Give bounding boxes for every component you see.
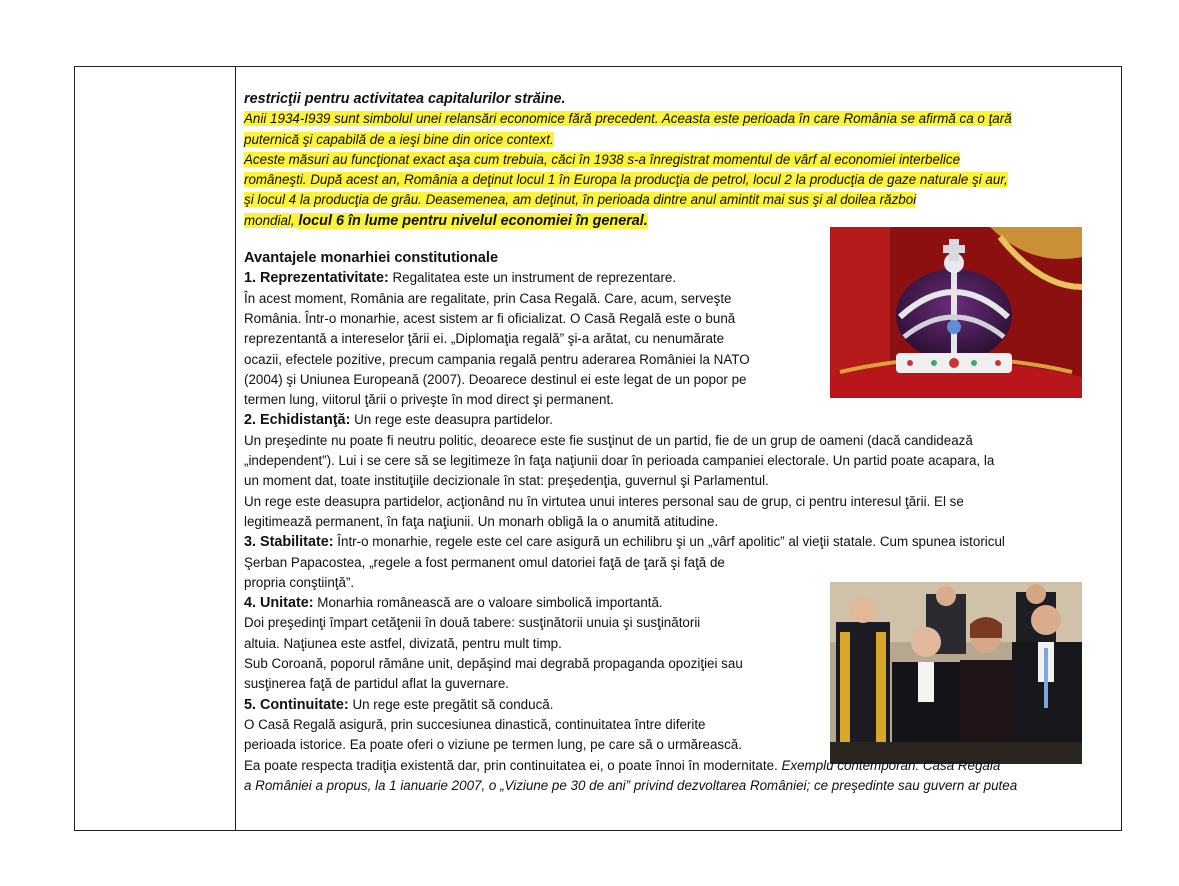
intro-highlight-1: Anii 1934-I939 sunt simbolul unei relansări economice fără precedent. Aceasta este perioada în care România se afirmă ca o ţară: [244, 111, 1012, 127]
item-continuity-heading: 5. Continuitate: Un rege este pregătit să conducă.: [244, 696, 554, 713]
item-unity-line: Doi preşedinţi împart cetăţenii în două tabere: susţinătorii unuia şi susţinătorii: [244, 615, 701, 631]
example-label: Exemplu contemporan: Casa Regală: [777, 757, 1001, 773]
item-stability-line: propria conştiinţă”.: [244, 574, 355, 590]
intro-highlight-4: româneşti. După acest an, România a deţinut locul 1 în Europa la producţia de petrol, locul 2 la producţia de gaze naturale şi aur,: [244, 172, 1008, 188]
item-representativity-line: ocazii, efectele pozitive, precum campania regală pentru aderarea României la NATO: [244, 351, 750, 367]
item-stability-line: Şerban Papacostea, „regele a fost permanent omul datoriei faţă de ţară şi faţă de: [244, 554, 725, 570]
item-representativity-line: reprezentantă a intereselor ţării ei. „Diplomaţia regală” şi-a arătat, cu nenumărate: [244, 331, 725, 347]
item-stability-heading: 3. Stabilitate: Într-o monarhie, regele este cel care asigură un echilibru şi un „vârf apolitic” al vieţii statale. Cum spunea istoricul: [244, 534, 1005, 551]
item-representativity-line: România. Într-o monarhie, acest sistem ar fi oficializat. O Casă Regală este o bună: [244, 310, 736, 326]
item-continuity-line: O Casă Regală asigură, prin succesiunea dinastică, continuitatea între diferite: [244, 716, 706, 732]
item-unity-heading: 4. Unitate: Monarhia românească are o valoare simbolică importantă.: [244, 595, 663, 612]
intro-highlight-2: puternică şi capabilă de a ieşi bine din orice context.: [244, 131, 554, 147]
item-representativity-line: termen lung, viitorul ţării o priveşte în mod direct şi permanent.: [244, 392, 614, 408]
item-continuity-last-line: Ea poate respecta tradiţia existentă dar, prin continuitatea ei, o poate înnoi în modernitate. Exemplu contemporan: Casa Regală: [244, 757, 1001, 773]
item-unity-line: susţinerea faţă de partidul aflat la guvernare.: [244, 676, 510, 692]
item-equidistance-line: Un rege este deasupra partidelor, acţionând nu în virtutea unui interes personal sau de grup, ci pentru interesul ţării. El se: [244, 493, 964, 509]
intro-highlight-6: mondial, locul 6 în lume pentru nivelul economiei în general.: [244, 212, 648, 229]
table-left-column: [75, 67, 236, 830]
item-continuity-final-line: a României a propus, la 1 ianuarie 2007, o „Viziune pe 30 de ani” privind dezvoltarea României; ce preşedinte sau guvern ar putea: [244, 777, 1018, 793]
item-unity-line: altuia. Naţiunea este astfel, divizată, pentru mult timp.: [244, 635, 562, 651]
item-equidistance-line: „independent”). Lui i se cere să se legitimeze în faţa naţiunii doar în perioada campaniei electorale. Un partid poate acapara, la: [244, 453, 995, 469]
document-content: [244, 89, 1119, 796]
intro-highlight-3: Aceste măsuri au funcţionat exact aşa cum trebuia, căci în 1938 s-a înregistrat momentul de vârf al economiei interbelice: [244, 151, 961, 167]
intro-highlight-5: şi locul 4 la producţia de grâu. Deasemenea, am deţinut, în perioada dintre anul amintit mai sus şi al doilea război: [244, 192, 917, 208]
item-equidistance-heading: 2. Echidistanţă: Un rege este deasupra partidelor.: [244, 412, 553, 429]
intro-highlight-bold: locul 6 în lume pentru nivelul economiei în general.: [298, 212, 648, 229]
item-unity-line: Sub Coroană, poporul rămâne unit, depăşind mai degrabă propaganda opoziţiei sau: [244, 656, 743, 672]
intro-lead: restricţii pentru activitatea capitalurilor străine.: [244, 91, 566, 107]
item-equidistance-line: un moment dat, toate instituţiile decizionale în stat: preşedenţia, guvernul şi Parlamentul.: [244, 473, 769, 489]
item-equidistance-line: legitimează permanent, în faţa naţiunii. Un monarh obligă la o anumită atitudine.: [244, 513, 719, 529]
document-table: [74, 66, 1122, 831]
section-title: Avantajele monarhiei constitutionale: [244, 250, 499, 267]
item-representativity-heading: 1. Reprezentativitate: Regalitatea este un instrument de reprezentare.: [244, 270, 677, 287]
item-representativity-line: În acest moment, România are regalitate, prin Casa Regală. Care, acum, serveşte: [244, 290, 732, 306]
item-equidistance-line: Un preşedinte nu poate fi neutru politic, deoarece este fie susţinut de un partid, fie de un grup de oameni (dacă candidează: [244, 432, 973, 448]
item-continuity-line: perioada istorice. Ea poate oferi o viziune pe termen lung, pe care să o urmărească.: [244, 737, 742, 753]
item-representativity-line: (2004) şi Uniunea Europeană (2007). Deoarece destinul ei este legat de un popor pe: [244, 371, 747, 387]
